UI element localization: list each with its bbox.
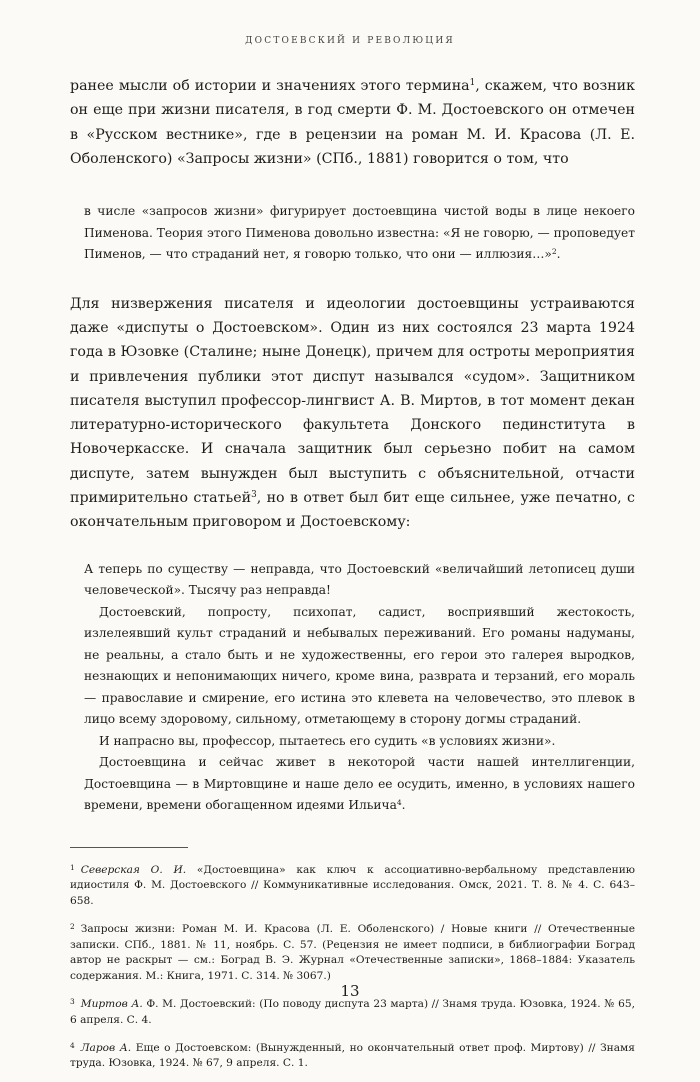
quote-2-p1: А теперь по существу — неправда, что Достоевский «величайший летописец души человеческой». Тысячу раз неправда!: [84, 561, 635, 598]
running-head: ДОСТОЕВСКИЙ И РЕВОЛЮЦИЯ: [245, 36, 455, 46]
quote-2-p4: [84, 752, 635, 817]
footnote-author: Ларов А.: [80, 1041, 132, 1054]
quote-2-end: .: [401, 798, 406, 813]
paragraph-2: [70, 292, 635, 535]
quote-2-p3: И напрасно вы, профессор, пытаетесь его судить «в условиях жизни».: [99, 733, 556, 748]
page-body: [70, 70, 635, 1082]
footnote-text: Еще о Достоевском: (Вынужденный, но окончательный ответ проф. Миртову) // Знамя труда. Юзовка, 1924. № 67, 9 апреля. С. 1.: [70, 1041, 635, 1070]
footnotes: [70, 860, 635, 1072]
footnote-number: 3: [70, 997, 75, 1007]
quote-1-end: .: [556, 247, 561, 262]
quote-1-body: в числе «запросов жизни» фигурирует достоевщина чистой воды в лице некоего Пименова. Теория этого Пименова довольно известна: «Я не говорю, — проповедует Пименов, — что страданий нет, я говорю только, что они — иллюзия…»: [84, 204, 635, 262]
paragraph-1: [70, 74, 635, 171]
footnote-ref-2[interactable]: 2: [551, 247, 557, 257]
quote-2-p4-text: Достоевщина и сейчас живет в некоторой части нашей интеллигенции, Достоевщина — в Миртовщине и наше дело ее осудить, именно, в условиях нашего времени, времени обогащенном идеями Ильича: [84, 755, 635, 813]
footnote-ref-3[interactable]: 3: [251, 490, 257, 501]
footnote-1: [70, 860, 635, 909]
footnote-text: Запросы жизни: Роман М. И. Красова (Л. Е. Оболенского) / Новые книги // Отечественные записки. СПб., 1881. № 11, ноябрь. С. 57. (Рецензия не имеет подписи, в библиографии Боград автор не раскрыт — см.: Боград В. Э. Журнал «Отечественные записки», 1868–1884: Указатель содержания. М.: Книга, 1971. С. 314. № 3067.): [70, 923, 635, 982]
quote-1-text: [84, 201, 635, 266]
footnote-text: Ф. М. Достоевский: (По поводу диспута 23 марта) // Знамя труда. Юзовка, 1924. № 65, 6 апреля. С. 4.: [70, 998, 635, 1026]
page-number: 13: [340, 982, 360, 1000]
footnote-number: 4: [70, 1041, 75, 1051]
footnote-text: «Достоевщина» как ключ к ассоциативно-вербальному представлению идиостиля Ф. М. Достоевского // Коммуникативные исследования. Омск, 2021. Т. 8. № 4. С. 643–658.: [70, 863, 636, 907]
footnote-number: 1: [70, 862, 75, 872]
block-quote-2: [84, 559, 635, 817]
paragraph-1-text-cont: , скажем, что возник он еще при жизни писателя, в год смерти Ф. М. Достоевского он отмечен в «Русском вестнике», где в рецензии на роман М. И. Красова (Л. Е. Оболенского) «Запросы жизни» (СПб., 1881) говорится о том, что: [70, 78, 636, 167]
footnote-4: [70, 1038, 635, 1072]
paragraph-2-text: Для низвержения писателя и идеологии достоевщины устраиваются даже «диспуты о Достоевском». Один из них состоялся 23 марта 1924 года в Юзовке (Сталине; ныне Донецк), причем для остроты мероприятия и привлечения публики этот диспут назывался «судом». Защитником писателя выступил профессор-лингвист А. В. Миртов, в тот момент декан литературно-исторического факультета Донского пединститута в Новочеркасске. И сначала защитник был серьезно побит на самом диспуте, затем вынужден был выступить с объяснительной, отчасти примирительно статьей: [70, 295, 635, 507]
footnote-author: Миртов А.: [80, 998, 143, 1011]
footnote-ref-1[interactable]: 1: [469, 78, 476, 89]
block-quote-1: [84, 201, 635, 266]
quote-2-p2: Достоевский, попросту, психопат, садист, восприявший жестокость, излелеявший культ страданий и небывалых переживаний. Его романы надуманы, не реальны, а стало быть и не художественны, его герои это галерея выродков, незнающих и непонимающих ничего, кроме вина, разврата и терзаний, его мораль — православие и смирение, его истина это клевета на человечество, это плевок в лицо всему здоровому, сильному, отметающему в сторону догмы страданий.: [84, 604, 635, 727]
footnote-divider: [70, 847, 188, 848]
footnote-2: [70, 919, 635, 984]
footnote-ref-4[interactable]: 4: [396, 798, 402, 807]
footnote-author: Северская О. И.: [80, 863, 187, 876]
paragraph-1-text: ранее мысли об истории и значениях этого термина: [70, 78, 470, 94]
footnote-number: 2: [70, 922, 75, 932]
paragraph-2-text-cont: , но в ответ был бит еще сильнее, уже печатно, с окончательным приговором и Достоевскому:: [70, 490, 635, 531]
